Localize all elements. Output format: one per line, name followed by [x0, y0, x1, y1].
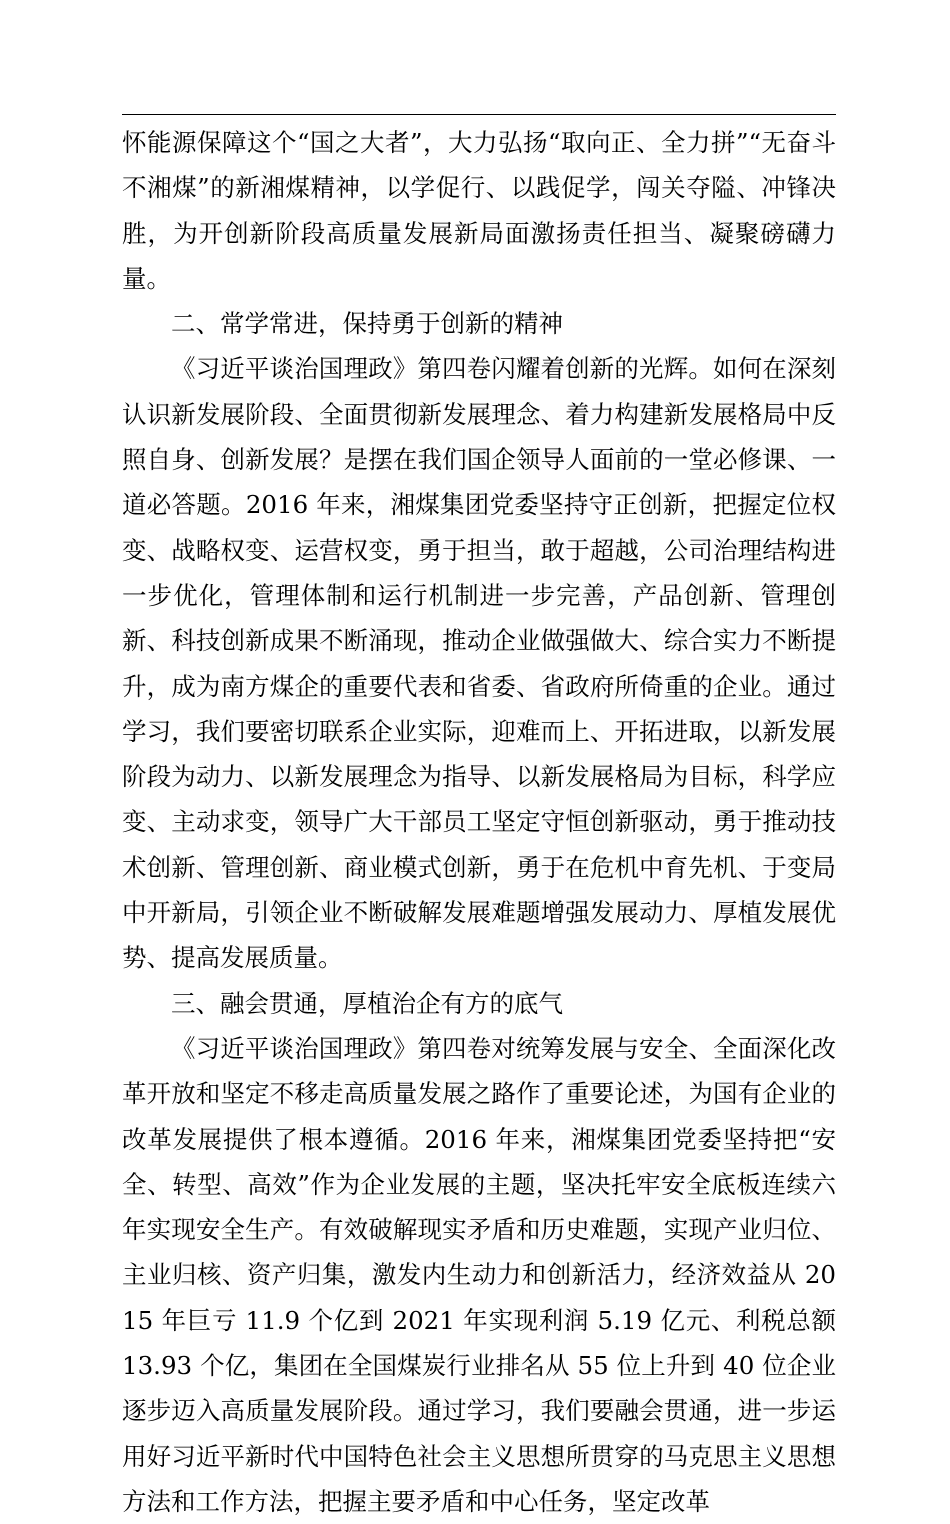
section-heading-2: 二、常学常进，保持勇于创新的精神 — [171, 309, 563, 339]
paragraph-section-3: 《习近平谈治国理政》第四卷对统筹发展与安全、全面深化改革开放和坚定不移走高质量发展之路作了重要论述，为国有企业的改革发展提供了根本遵循。2016 年来，湘煤集团党委坚持把“安全、转型、高效”作为企业发展的主题，坚决托牢安全底板连续六年实现安全生产。有效破解现实矛盾和历史难题，实现产业归位、主业归核、资产归集，激发内生动力和创新活力，经济效益从 2015 年巨亏 11.9 个亿到 2021 年实现利润 5.19 亿元、利税总额 13.93 个亿，集团在全国煤炭行业排名从 55 位上升到 40 位企业逐步迈入高质量发展阶段。通过学习，我们要融会贯通，进一步运用好习近平新时代中国特色社会主义思想所贯穿的马克思主义思想方法和工作方法，把握主要矛盾和中心任务，坚定改革 — [122, 1033, 836, 1516]
document-body — [122, 120, 836, 1524]
section-heading-3: 三、融会贯通，厚植治企有方的底气 — [171, 988, 563, 1018]
paragraph-section-2: 《习近平谈治国理政》第四卷闪耀着创新的光辉。如何在深刻认识新发展阶段、全面贯彻新发展理念、着力构建新发展格局中反照自身、创新发展？是摆在我们国企领导人面前的一堂必修课、一道必答题。2016 年来，湘煤集团党委坚持守正创新，把握定位权变、战略权变、运营权变，勇于担当，敢于超越，公司治理结构进一步优化，管理体制和运行机制进一步完善，产品创新、管理创新、科技创新成果不断涌现，推动企业做强做大、综合实力不断提升，成为南方煤企的重要代表和省委、省政府所倚重的企业。通过学习，我们要密切联系企业实际，迎难而上、开拓进取，以新发展阶段为动力、以新发展理念为指导、以新发展格局为目标，科学应变、主动求变，领导广大干部员工坚定守恒创新驱动，勇于推动技术创新、管理创新、商业模式创新，勇于在危机中育先机、于变局中开新局，引领企业不断破解发展难题增强发展动力、厚植发展优势、提高发展质量。 — [122, 354, 836, 973]
paragraph-continued: 怀能源保障这个“国之大者”，大力弘扬“取向正、全力拼”“无奋斗不湘煤”的新湘煤精神，以学促行、以践促学，闯关夺隘、冲锋决胜，为开创新阶段高质量发展新局面激扬责任担当、凝聚磅礴力量。 — [122, 128, 836, 293]
header-rule — [122, 114, 836, 115]
